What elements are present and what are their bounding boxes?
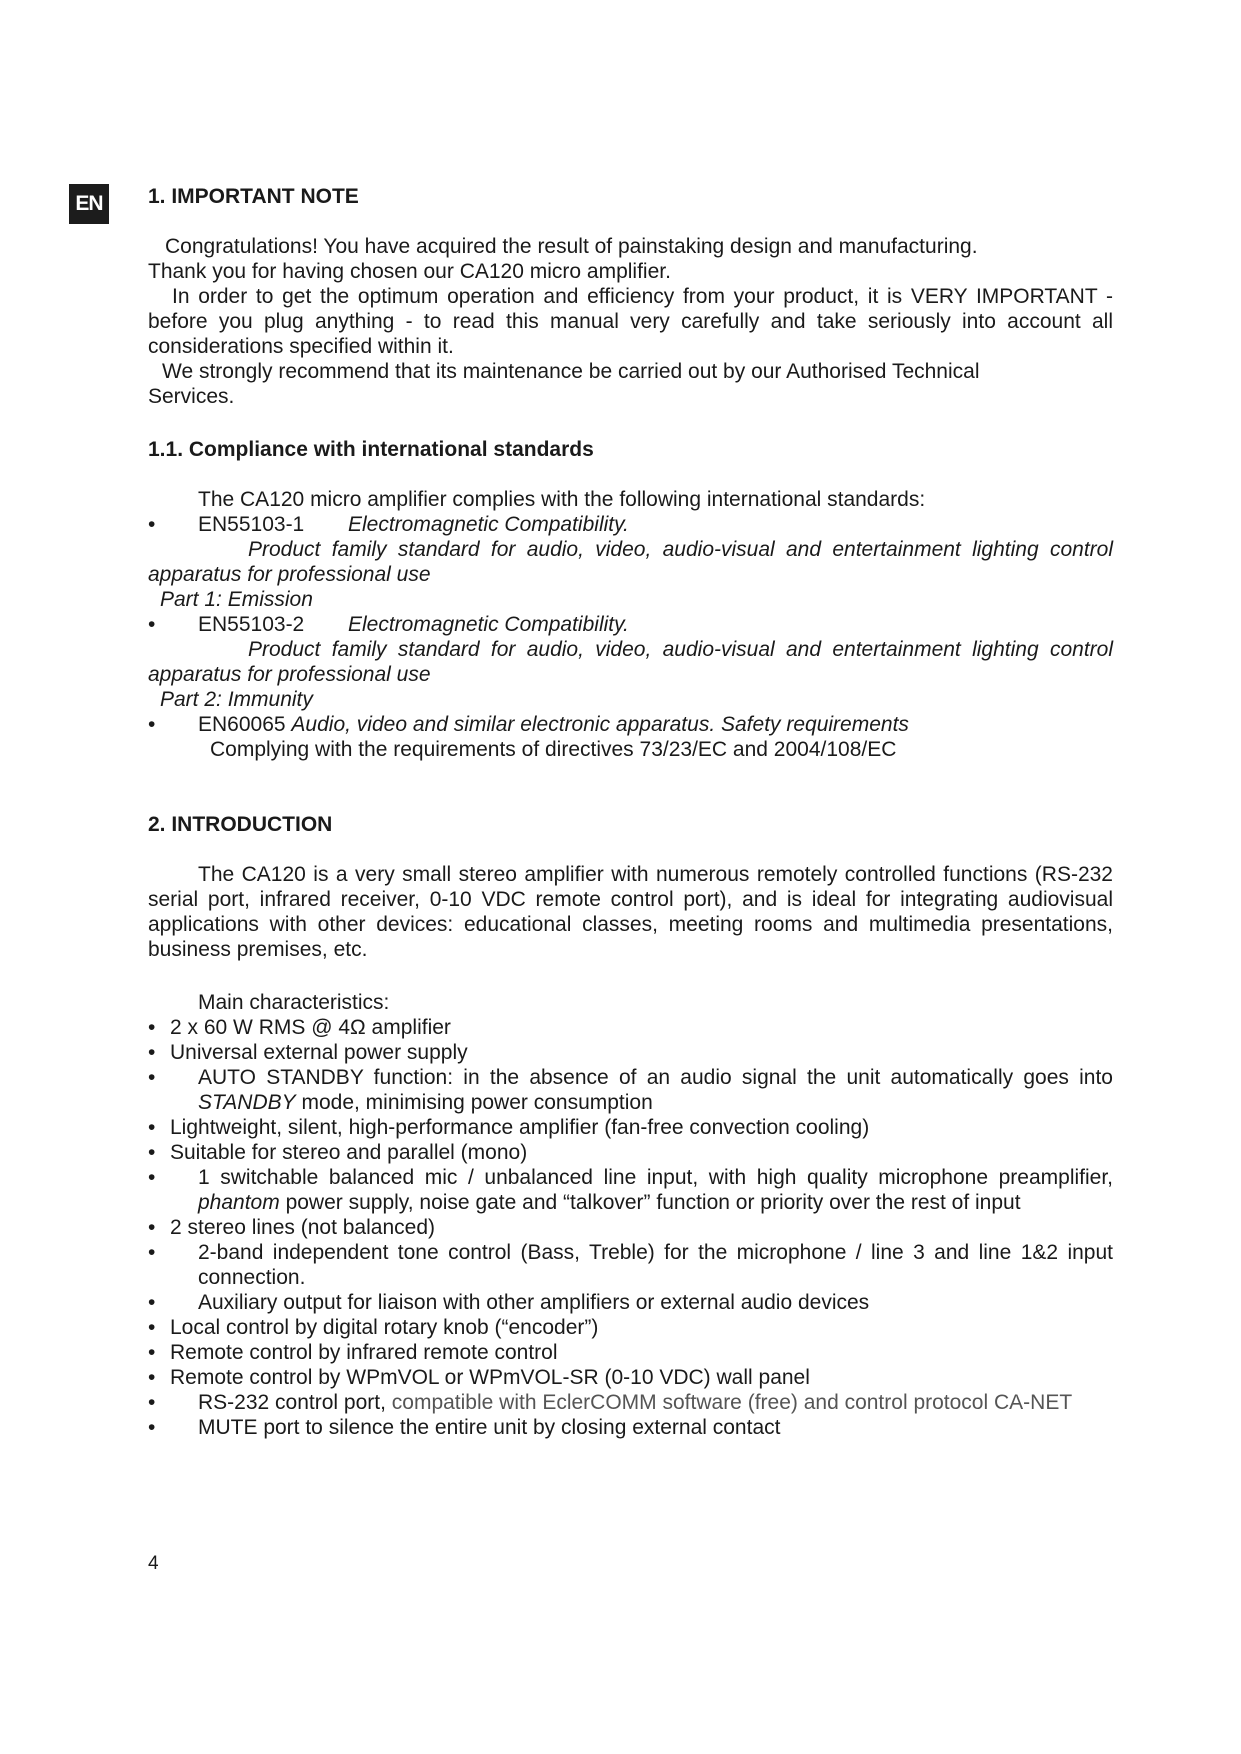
- standard-1-description: Product family standard for audio, video, audio-visual and entertainment lighting control apparatus for professional use: [148, 538, 1113, 586]
- bullet: •: [148, 1116, 156, 1139]
- list-item-text: Suitable for stereo and parallel (mono): [170, 1141, 528, 1164]
- list-item-text: mode, minimising power consumption: [295, 1091, 653, 1114]
- bullet: •: [148, 1141, 156, 1164]
- list-item: [148, 1340, 1113, 1365]
- characteristics-label: Main characteristics:: [198, 991, 390, 1014]
- bullet: •: [148, 1216, 156, 1239]
- bullet: •: [148, 1316, 156, 1339]
- list-item: [148, 1065, 1113, 1115]
- standard-code: EN55103-1: [198, 513, 305, 536]
- list-item: [148, 1365, 1113, 1390]
- introduction-paragraph: The CA120 is a very small stereo amplifier with numerous remotely controlled functions (RS-232 serial port, infrared receiver, 0-10 VDC remote control port), and is ideal for integrating audiovisual applications with other devices: educational classes, meeting rooms and multimedia presentations, business premises, etc.: [148, 863, 1113, 961]
- bullet: •: [148, 713, 156, 736]
- standard-en55103-1: [148, 512, 1113, 537]
- list-item-text: 1 switchable balanced mic / unbalanced line input, with high quality microphone preamplifier,: [198, 1166, 1113, 1189]
- standard-1-part: Part 1: Emission: [160, 588, 313, 611]
- standard-2-description: Product family standard for audio, video, audio-visual and entertainment lighting control apparatus for professional use: [148, 638, 1113, 686]
- section-1-1-title: 1.1. Compliance with international standards: [148, 438, 594, 461]
- list-item-text: AUTO STANDBY function: in the absence of an audio signal the unit automatically goes into: [198, 1066, 1113, 1089]
- standard-code: EN60065: [198, 713, 286, 736]
- standard-title: Electromagnetic Compatibility.: [348, 513, 629, 536]
- list-item: [148, 1140, 1113, 1165]
- page-number: 4: [148, 1553, 159, 1574]
- list-item-text: compatible with EclerCOMM software (free) and control protocol CA-NET: [391, 1391, 1073, 1414]
- list-item-text: Universal external power supply: [170, 1041, 468, 1064]
- bullet: •: [148, 1291, 156, 1314]
- list-item-text: Remote control by WPmVOL or WPmVOL-SR (0-10 VDC) wall panel: [170, 1366, 810, 1389]
- list-item: [148, 1290, 1113, 1315]
- list-item: [148, 1415, 1113, 1440]
- list-item-text: Auxiliary output for liaison with other amplifiers or external audio devices: [198, 1291, 870, 1314]
- list-item: [148, 1315, 1113, 1340]
- standards-intro: The CA120 micro amplifier complies with the following international standards:: [198, 488, 926, 511]
- list-item-text: MUTE port to silence the entire unit by closing external contact: [198, 1416, 781, 1439]
- list-item-text: Remote control by infrared remote control: [170, 1341, 558, 1364]
- standard-title: Electromagnetic Compatibility.: [348, 613, 629, 636]
- bullet: •: [148, 1416, 156, 1439]
- bullet: •: [148, 1366, 156, 1389]
- bullet: •: [148, 1066, 156, 1089]
- characteristics-list: [148, 1015, 1113, 1440]
- list-item-text: Local control by digital rotary knob (“encoder”): [170, 1316, 599, 1339]
- list-item-text: power supply, noise gate and “talkover” function or priority over the rest of input: [279, 1191, 1021, 1214]
- list-item-emphasis: phantom: [198, 1191, 280, 1214]
- standard-title: Audio, video and similar electronic apparatus. Safety requirements: [291, 713, 909, 736]
- bullet: •: [148, 1241, 156, 1264]
- standard-en55103-2: [148, 612, 1113, 637]
- standard-code: EN55103-2: [198, 613, 305, 636]
- section-1-thanks: Thank you for having chosen our CA120 micro amplifier.: [148, 260, 671, 283]
- list-item: [148, 1165, 1113, 1215]
- bullet: •: [148, 1041, 156, 1064]
- list-item-text: 2 x 60 W RMS @ 4Ω amplifier: [170, 1016, 451, 1039]
- list-item-text: 2 stereo lines (not balanced): [170, 1216, 435, 1239]
- list-item-text: 2-band independent tone control (Bass, Treble) for the microphone / line 3 and line 1&2 input connection.: [198, 1241, 1113, 1289]
- section-1-title: 1. IMPORTANT NOTE: [148, 185, 359, 208]
- bullet: •: [148, 513, 156, 536]
- document-body: [148, 184, 1113, 1440]
- standard-3-directives: Complying with the requirements of directives 73/23/EC and 2004/108/EC: [210, 738, 897, 761]
- section-1-congratulations: Congratulations! You have acquired the result of painstaking design and manufacturing.: [165, 235, 978, 258]
- bullet: •: [148, 1391, 156, 1414]
- section-1-maintenance-paragraph: We strongly recommend that its maintenance be carried out by our Authorised Technical Services.: [148, 360, 980, 408]
- list-item-emphasis: STANDBY: [198, 1091, 296, 1114]
- bullet: •: [148, 1166, 156, 1189]
- list-item: [148, 1040, 1113, 1065]
- list-item-text: RS-232 control port,: [198, 1391, 392, 1414]
- bullet: •: [148, 1341, 156, 1364]
- list-item-text: Lightweight, silent, high-performance amplifier (fan-free convection cooling): [170, 1116, 870, 1139]
- list-item: [148, 1240, 1113, 1290]
- language-tab-en: EN: [69, 184, 109, 224]
- standard-en60065: [148, 712, 1113, 737]
- list-item: [148, 1390, 1113, 1415]
- bullet: •: [148, 613, 156, 636]
- list-item: [148, 1215, 1113, 1240]
- standard-2-part: Part 2: Immunity: [160, 688, 313, 711]
- list-item: [148, 1115, 1113, 1140]
- list-item: [148, 1015, 1113, 1040]
- bullet: •: [148, 1016, 156, 1039]
- section-2-title: 2. INTRODUCTION: [148, 813, 333, 836]
- section-1-important-paragraph: In order to get the optimum operation and efficiency from your product, it is VERY IMPORTANT - before you plug anything - to read this manual very carefully and take seriously into account all considerations specified within it.: [148, 285, 1113, 358]
